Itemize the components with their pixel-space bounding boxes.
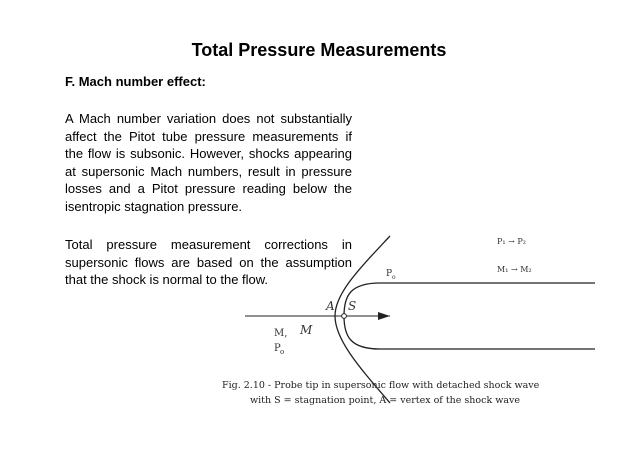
label-p: P	[274, 343, 281, 354]
label-pt: P	[386, 269, 393, 279]
figure-caption-line2: with S = stagnation point, A = vertex of the shock wave	[250, 395, 521, 406]
section-heading: F. Mach number effect:	[65, 74, 206, 89]
label-M: M	[300, 323, 313, 337]
equation-pressure: P₁ → P₂	[497, 237, 526, 246]
label-pt-sub: o	[392, 274, 396, 281]
label-p-sub: o	[280, 348, 285, 356]
shock-wave-curve	[335, 236, 393, 403]
flow-arrowhead	[378, 312, 390, 320]
paragraph-mach-effect: A Mach number variation does not substantially affect the Pitot tube pressure measurements if the flow is subsonic. However, shocks appearing at supersonic Mach numbers, result in pressure losses and a Pitot pressure reading below the isentropic stagnation pressure.	[65, 111, 352, 214]
slide-title: Total Pressure Measurements	[191, 40, 447, 60]
label-A: A	[326, 299, 335, 313]
label-S: S	[348, 299, 357, 313]
equation-mach: M₁ → M₂	[497, 265, 532, 274]
paragraph-corrections: Total pressure measurement corrections in supersonic flows are based on the assumption that the shock is normal to the flow.	[65, 237, 352, 287]
stagnation-point	[342, 314, 347, 319]
figure-caption-line1: Fig. 2.10 - Probe tip in supersonic flow with detached shock wave	[222, 380, 540, 391]
label-mu: M,	[274, 328, 288, 339]
